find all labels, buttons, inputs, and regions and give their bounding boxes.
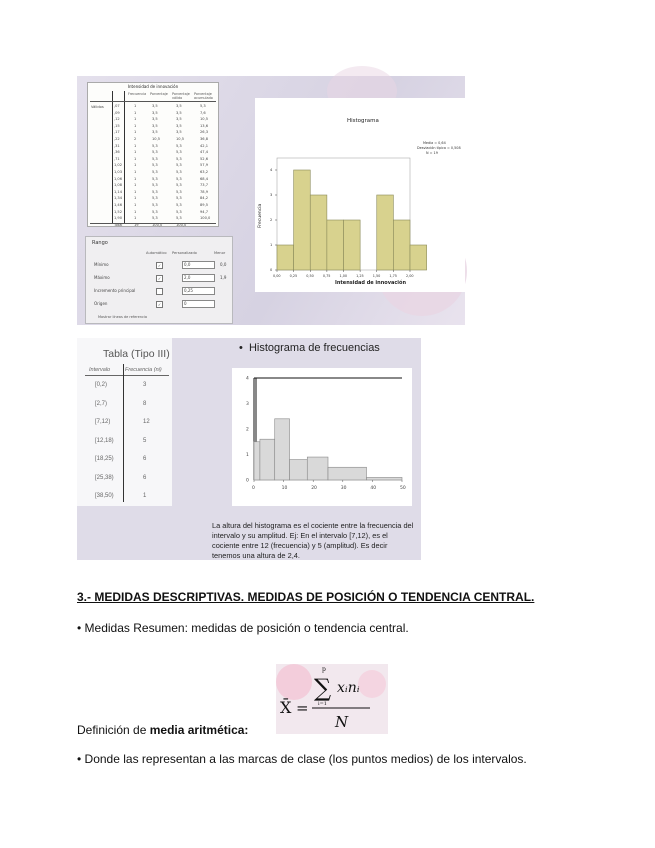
automatic-checkbox[interactable]: ✓ bbox=[157, 276, 162, 281]
table-cell: 26,3 bbox=[200, 130, 209, 135]
table-cell: 3,5 bbox=[176, 104, 182, 108]
histogram-bar bbox=[275, 419, 290, 480]
frequency-cell: 6 bbox=[143, 474, 147, 481]
automatic-checkbox[interactable]: ✓ bbox=[157, 263, 162, 268]
y-tick-label: 1 bbox=[246, 453, 249, 458]
custom-value-input[interactable]: 2,0 bbox=[182, 274, 215, 282]
table-cell: 1,52 bbox=[114, 209, 123, 214]
table-cell: 5,3 bbox=[200, 104, 206, 108]
table-cell: 100,0 bbox=[176, 222, 187, 227]
automatic-checkbox[interactable] bbox=[156, 288, 163, 295]
histogram-note: La altura del histograma es el cociente entre la frecuencia del intervalo y su amplitud. Ej: En el intervalo [7,12), es el cociente entre 12 (frecuencia) y 5 (amplitud). Es decir tenemos una altura de 2,4. bbox=[212, 521, 414, 560]
table-cell: 5,3 bbox=[176, 163, 182, 168]
histogram-title: Histograma bbox=[347, 118, 379, 124]
table-cell: 10,5 bbox=[152, 137, 161, 141]
y-tick-label: 0 bbox=[270, 268, 273, 273]
x-tick-label: 0 bbox=[252, 486, 255, 491]
x-tick-label: 30 bbox=[340, 486, 347, 491]
table-header: Intervalo bbox=[89, 367, 111, 373]
interval-cell: [25,38) bbox=[95, 474, 114, 481]
interval-cell: [38,50) bbox=[95, 493, 114, 499]
table-cell: 10,5 bbox=[200, 117, 209, 122]
row-group-label: Válidos bbox=[91, 105, 104, 109]
table-cell: 1,03 bbox=[114, 170, 123, 174]
histogram-bar bbox=[307, 457, 328, 480]
interval-cell: [0,2) bbox=[95, 382, 108, 388]
table-cell: 3,5 bbox=[152, 110, 158, 115]
table-cell: 5,3 bbox=[152, 189, 158, 194]
range-title: Rango bbox=[92, 240, 108, 246]
histogram-title: • Histograma de frecuencias bbox=[239, 342, 380, 354]
table-header: Porcentaje acumulado bbox=[194, 92, 213, 100]
table-cell: 5,3 bbox=[152, 196, 158, 201]
x-tick-label: 40 bbox=[370, 486, 377, 491]
histogram-bar bbox=[366, 477, 402, 480]
x-tick-label: 0,75 bbox=[322, 274, 331, 278]
formula-term: xᵢnᵢ bbox=[337, 680, 360, 696]
histogram-bar bbox=[310, 195, 327, 270]
histogram-bar bbox=[393, 220, 410, 270]
histogram-bar bbox=[328, 467, 366, 480]
table-cell: 1 bbox=[134, 156, 137, 161]
histogram-bar bbox=[344, 220, 361, 270]
table-cell: 5,3 bbox=[176, 216, 182, 221]
histogram-bar bbox=[254, 442, 260, 480]
range-row bbox=[94, 261, 229, 270]
y-tick-label: 0 bbox=[246, 478, 249, 484]
table-cell: 5,3 bbox=[152, 176, 158, 181]
histogram-legend: Media = 0,64 bbox=[423, 141, 446, 145]
y-tick-label: 4 bbox=[246, 376, 249, 382]
explanation-bullet: • Donde las representan a las marcas de clase (los puntos medios) de los intervalos. bbox=[77, 752, 527, 766]
formula-denominator: N bbox=[335, 713, 349, 731]
table-cell: 3,5 bbox=[152, 130, 158, 135]
frequency-table bbox=[87, 82, 219, 227]
table-cell: 1 bbox=[134, 209, 137, 214]
histogram-svg bbox=[232, 368, 412, 506]
table-cell: 100,0 bbox=[152, 222, 163, 227]
histogram-bar bbox=[410, 245, 427, 270]
histogram-svg bbox=[255, 98, 465, 292]
table-cell: 5,3 bbox=[176, 176, 182, 181]
frequency-cell: 6 bbox=[143, 456, 147, 462]
automatic-checkbox[interactable]: ✓ bbox=[157, 302, 162, 307]
interval-cell: [18,25) bbox=[95, 456, 114, 462]
table-cell: 3,5 bbox=[176, 117, 182, 122]
histogram-bar bbox=[294, 170, 311, 270]
y-tick-label: 3 bbox=[270, 193, 273, 198]
histogram-chart-2 bbox=[232, 368, 412, 506]
table-header: Porcentaje válido bbox=[172, 92, 190, 100]
figure-histogram-example bbox=[77, 338, 421, 560]
table-cell: 3,5 bbox=[176, 123, 182, 128]
table-cell: 1 bbox=[134, 196, 137, 201]
range-header: Automático bbox=[146, 251, 167, 255]
table-cell: Total bbox=[114, 222, 123, 227]
table-cell: 1,46 bbox=[114, 203, 123, 207]
table-cell: 1 bbox=[134, 130, 137, 135]
table-cell: 5,3 bbox=[152, 203, 158, 207]
table-cell: 1,02 bbox=[114, 163, 123, 168]
range-row-label: Incremento principal bbox=[94, 288, 136, 293]
histogram-xlabel: Intensidad de innovación bbox=[335, 280, 407, 286]
table-cell: 1 bbox=[134, 170, 137, 174]
table-cell: 57,9 bbox=[200, 163, 209, 168]
interval-cell: [7,12) bbox=[95, 419, 111, 425]
table-title: Tabla (Tipo III) bbox=[103, 348, 170, 360]
y-tick-label: 3 bbox=[246, 402, 249, 407]
frequency-cell: 3 bbox=[143, 382, 147, 388]
frequency-cell: 1 bbox=[143, 493, 147, 499]
table-cell: 5,3 bbox=[176, 196, 182, 201]
table-cell: 3,5 bbox=[152, 104, 158, 108]
definition-term: media aritmética: bbox=[149, 723, 249, 737]
table-cell: 1 bbox=[134, 104, 137, 108]
table-cell: 63,2 bbox=[200, 170, 209, 174]
table-cell: 5,3 bbox=[152, 216, 158, 221]
table-cell: 1 bbox=[134, 183, 137, 188]
table-cell: 78,9 bbox=[200, 189, 209, 194]
range-row-label: Máximo bbox=[94, 275, 110, 280]
frequency-table-title: Intensidad de innovación bbox=[127, 84, 179, 89]
custom-value-input[interactable]: 0 bbox=[182, 300, 215, 308]
table-cell: 1,14 bbox=[114, 189, 123, 194]
y-tick-label: 2 bbox=[246, 427, 249, 433]
table-cell: 10,5 bbox=[176, 137, 185, 141]
table-cell: 1 bbox=[134, 150, 137, 155]
table-cell: ,17 bbox=[114, 130, 120, 135]
table-cell: 1 bbox=[134, 123, 137, 128]
frequency-cell: 5 bbox=[143, 437, 147, 444]
table-cell: 68,4 bbox=[200, 176, 209, 181]
table-cell: 5,3 bbox=[152, 143, 158, 148]
custom-value-input[interactable]: 0,25 bbox=[182, 287, 215, 295]
definition-line bbox=[77, 723, 248, 737]
table-cell: ,12 bbox=[114, 117, 120, 122]
table-cell: 42,1 bbox=[200, 143, 209, 148]
table-cell: 3,5 bbox=[176, 110, 182, 115]
table-cell: 47,4 bbox=[200, 150, 209, 155]
formula-equals: = bbox=[296, 699, 309, 717]
table-cell: 89,5 bbox=[200, 203, 209, 207]
custom-value-input[interactable]: 0,0 bbox=[182, 261, 215, 269]
table-cell: 1 bbox=[134, 176, 137, 181]
table-cell: 2 bbox=[134, 137, 137, 141]
interval-cell: [2,7) bbox=[95, 400, 108, 407]
summary-bullet: • Medidas Resumen: medidas de posición o tendencia central. bbox=[77, 621, 409, 635]
table-cell: 7,6 bbox=[200, 110, 206, 115]
formula-svg bbox=[276, 664, 388, 734]
table-cell: 36,8 bbox=[200, 137, 209, 141]
x-tick-label: 20 bbox=[311, 486, 317, 491]
table-cell: ,15 bbox=[114, 123, 120, 128]
x-tick-label: 0,50 bbox=[306, 274, 314, 278]
histogram-chart-1 bbox=[255, 98, 465, 292]
table-cell: ,31 bbox=[114, 143, 120, 148]
reference-lines-label: Mostrar líneas de referencia bbox=[98, 315, 148, 319]
range-row bbox=[94, 300, 229, 309]
mean-formula bbox=[276, 664, 388, 734]
table-cell: 1 bbox=[134, 163, 137, 168]
y-tick-label: 2 bbox=[270, 218, 273, 223]
histogram-bar bbox=[290, 460, 308, 480]
x-tick-label: 0,00 bbox=[273, 274, 281, 278]
table-cell: 5,3 bbox=[176, 203, 182, 207]
table-cell: 1 bbox=[134, 216, 137, 221]
table-cell: 5,3 bbox=[176, 150, 182, 155]
y-tick-label: 1 bbox=[270, 243, 273, 248]
table-cell: 94,7 bbox=[200, 209, 209, 214]
table-cell: 1 bbox=[134, 203, 137, 207]
table-cell: 1,08 bbox=[114, 183, 123, 188]
range-row-extra: 0,0 bbox=[220, 262, 227, 267]
range-header: Menor bbox=[214, 251, 226, 255]
table-header: Frecuencia (ni) bbox=[125, 367, 162, 373]
histogram-legend: N = 19 bbox=[426, 151, 438, 155]
range-settings-box bbox=[85, 236, 233, 324]
table-cell: ,71 bbox=[114, 156, 120, 161]
table-cell: 52,6 bbox=[200, 156, 209, 161]
x-tick-label: 1,75 bbox=[389, 274, 397, 278]
table-cell: 1 bbox=[134, 117, 137, 122]
table-cell: 84,2 bbox=[200, 196, 209, 201]
formula-sum: ∑ bbox=[314, 674, 332, 702]
table-cell: ,36 bbox=[114, 150, 120, 155]
table-cell: 5,3 bbox=[152, 150, 158, 155]
x-tick-label: 1,50 bbox=[372, 274, 381, 278]
table-row bbox=[88, 223, 218, 230]
formula-upper: p bbox=[322, 666, 326, 673]
histogram-bar bbox=[260, 439, 275, 480]
table-cell: 5,3 bbox=[152, 209, 158, 214]
table-cell: 1,90 bbox=[114, 216, 123, 221]
figure-spss-output bbox=[77, 76, 465, 325]
table-cell: 5,3 bbox=[152, 170, 158, 174]
x-tick-label: 50 bbox=[400, 486, 406, 491]
table-cell: 5,3 bbox=[176, 156, 182, 161]
range-row bbox=[94, 274, 229, 283]
table-cell: 5,3 bbox=[176, 209, 182, 214]
histogram-ylabel: Frecuencia bbox=[258, 203, 263, 228]
table-cell: 5,3 bbox=[176, 143, 182, 148]
table-cell: 13,6 bbox=[200, 123, 209, 128]
table-cell: ,22 bbox=[114, 137, 120, 141]
section-heading: 3.- MEDIDAS DESCRIPTIVAS. MEDIDAS DE POSICIÓN O TENDENCIA CENTRAL. bbox=[77, 590, 535, 604]
table-cell: 1,06 bbox=[114, 176, 123, 181]
frequency-cell: 12 bbox=[143, 419, 150, 425]
range-row-label: Origen bbox=[94, 301, 108, 306]
table-header: Porcentaje bbox=[150, 92, 168, 96]
x-tick-label: 1,25 bbox=[356, 274, 364, 278]
table-cell: ,07 bbox=[114, 104, 120, 108]
frequency-cell: 8 bbox=[143, 400, 147, 407]
formula-lower: i=1 bbox=[318, 701, 327, 707]
definition-prefix: Definición de bbox=[77, 723, 150, 737]
histogram-bar bbox=[377, 195, 394, 270]
table-cell: 5,3 bbox=[176, 170, 182, 174]
x-tick-label: 1,00 bbox=[339, 274, 348, 278]
y-tick-label: 4 bbox=[270, 168, 273, 173]
table-panel bbox=[77, 338, 172, 506]
histogram-legend: Desviación típica = 0,508 bbox=[417, 146, 461, 150]
x-tick-label: 2,00 bbox=[406, 274, 414, 278]
histogram-bar bbox=[277, 245, 294, 270]
table-cell: 100,0 bbox=[200, 216, 211, 221]
table-cell: ,09 bbox=[114, 110, 120, 115]
table-cell: 19 bbox=[134, 222, 139, 227]
table-cell: 5,3 bbox=[176, 183, 182, 188]
table-cell: 1 bbox=[134, 143, 137, 148]
table-cell: 5,3 bbox=[152, 183, 158, 188]
table-cell: 3,5 bbox=[176, 130, 182, 135]
table-cell: 5,3 bbox=[152, 156, 158, 161]
table-cell: 1 bbox=[134, 189, 137, 194]
table-cell: 3,5 bbox=[152, 117, 158, 122]
interval-cell: [12,18) bbox=[95, 437, 114, 444]
table-cell: 73,7 bbox=[200, 183, 209, 188]
table-header: Frecuencia bbox=[128, 92, 147, 96]
range-row-extra: 1,9 bbox=[220, 275, 227, 280]
table-cell: 5,3 bbox=[176, 189, 182, 194]
x-tick-label: 10 bbox=[281, 486, 288, 491]
table-cell: 1 bbox=[134, 110, 137, 115]
range-header: Personalizado bbox=[172, 251, 197, 255]
table-cell: 5,3 bbox=[152, 163, 158, 168]
table-cell: 3,5 bbox=[152, 123, 158, 128]
x-tick-label: 0,25 bbox=[289, 274, 298, 278]
range-row-label: Mínimo bbox=[94, 262, 109, 267]
histogram-bar bbox=[327, 220, 344, 270]
table-cell: 1,34 bbox=[114, 196, 123, 201]
formula-lhs: X̄ bbox=[280, 698, 292, 717]
range-row bbox=[94, 287, 229, 296]
